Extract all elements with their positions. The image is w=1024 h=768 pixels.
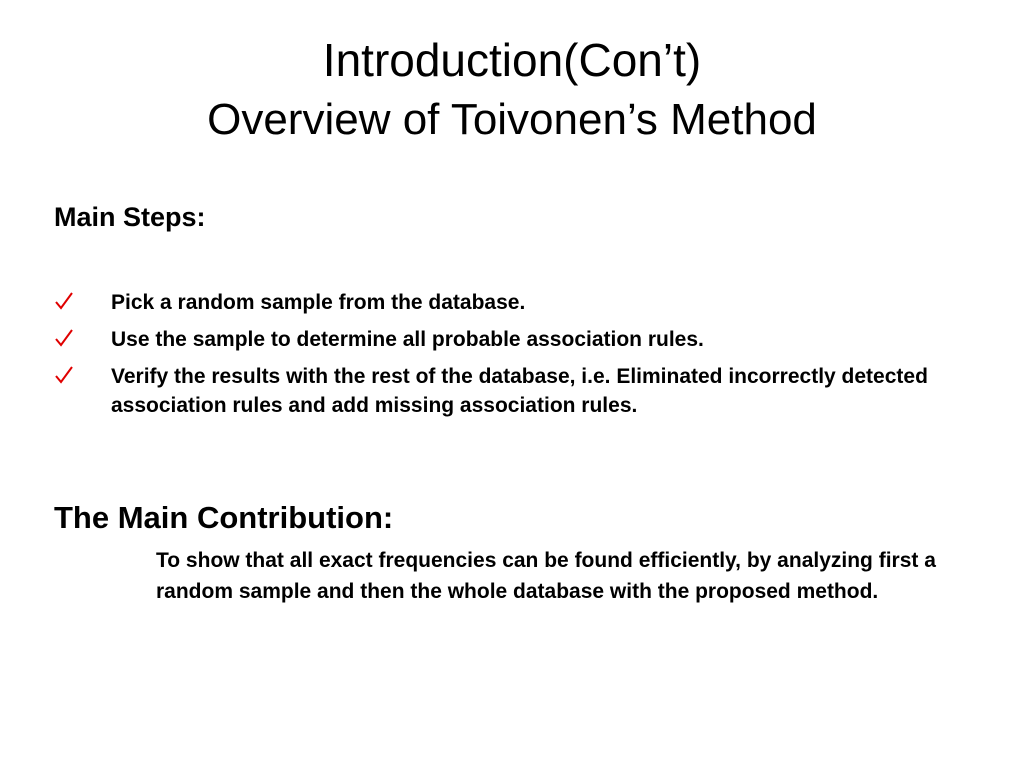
slide-title: Introduction(Con’t) (322, 34, 702, 86)
step-item-3 (54, 362, 974, 420)
contribution-heading: The Main Contribution: (54, 500, 394, 535)
step-text: Use the sample to determine all probable association rules. (111, 328, 704, 351)
step-item-2 (54, 325, 974, 354)
checkmark-icon (54, 365, 74, 385)
step-item-1 (54, 288, 974, 317)
slide-subtitle: Overview of Toivonen’s Method (207, 95, 817, 144)
title-block (0, 30, 1024, 150)
checkmark-icon (54, 328, 74, 348)
contribution-text: To show that all exact frequencies can be found efficiently, by analyzing first a random sample and then the whole database with the proposed method. (156, 549, 936, 603)
step-text: Pick a random sample from the database. (111, 291, 526, 314)
steps-list (54, 288, 974, 428)
checkmark-icon (54, 291, 74, 311)
main-steps-heading: Main Steps: (54, 202, 206, 232)
step-text: Verify the results with the rest of the database, i.e. Eliminated incorrectly detected association rules and add missing association rules. (111, 365, 928, 417)
